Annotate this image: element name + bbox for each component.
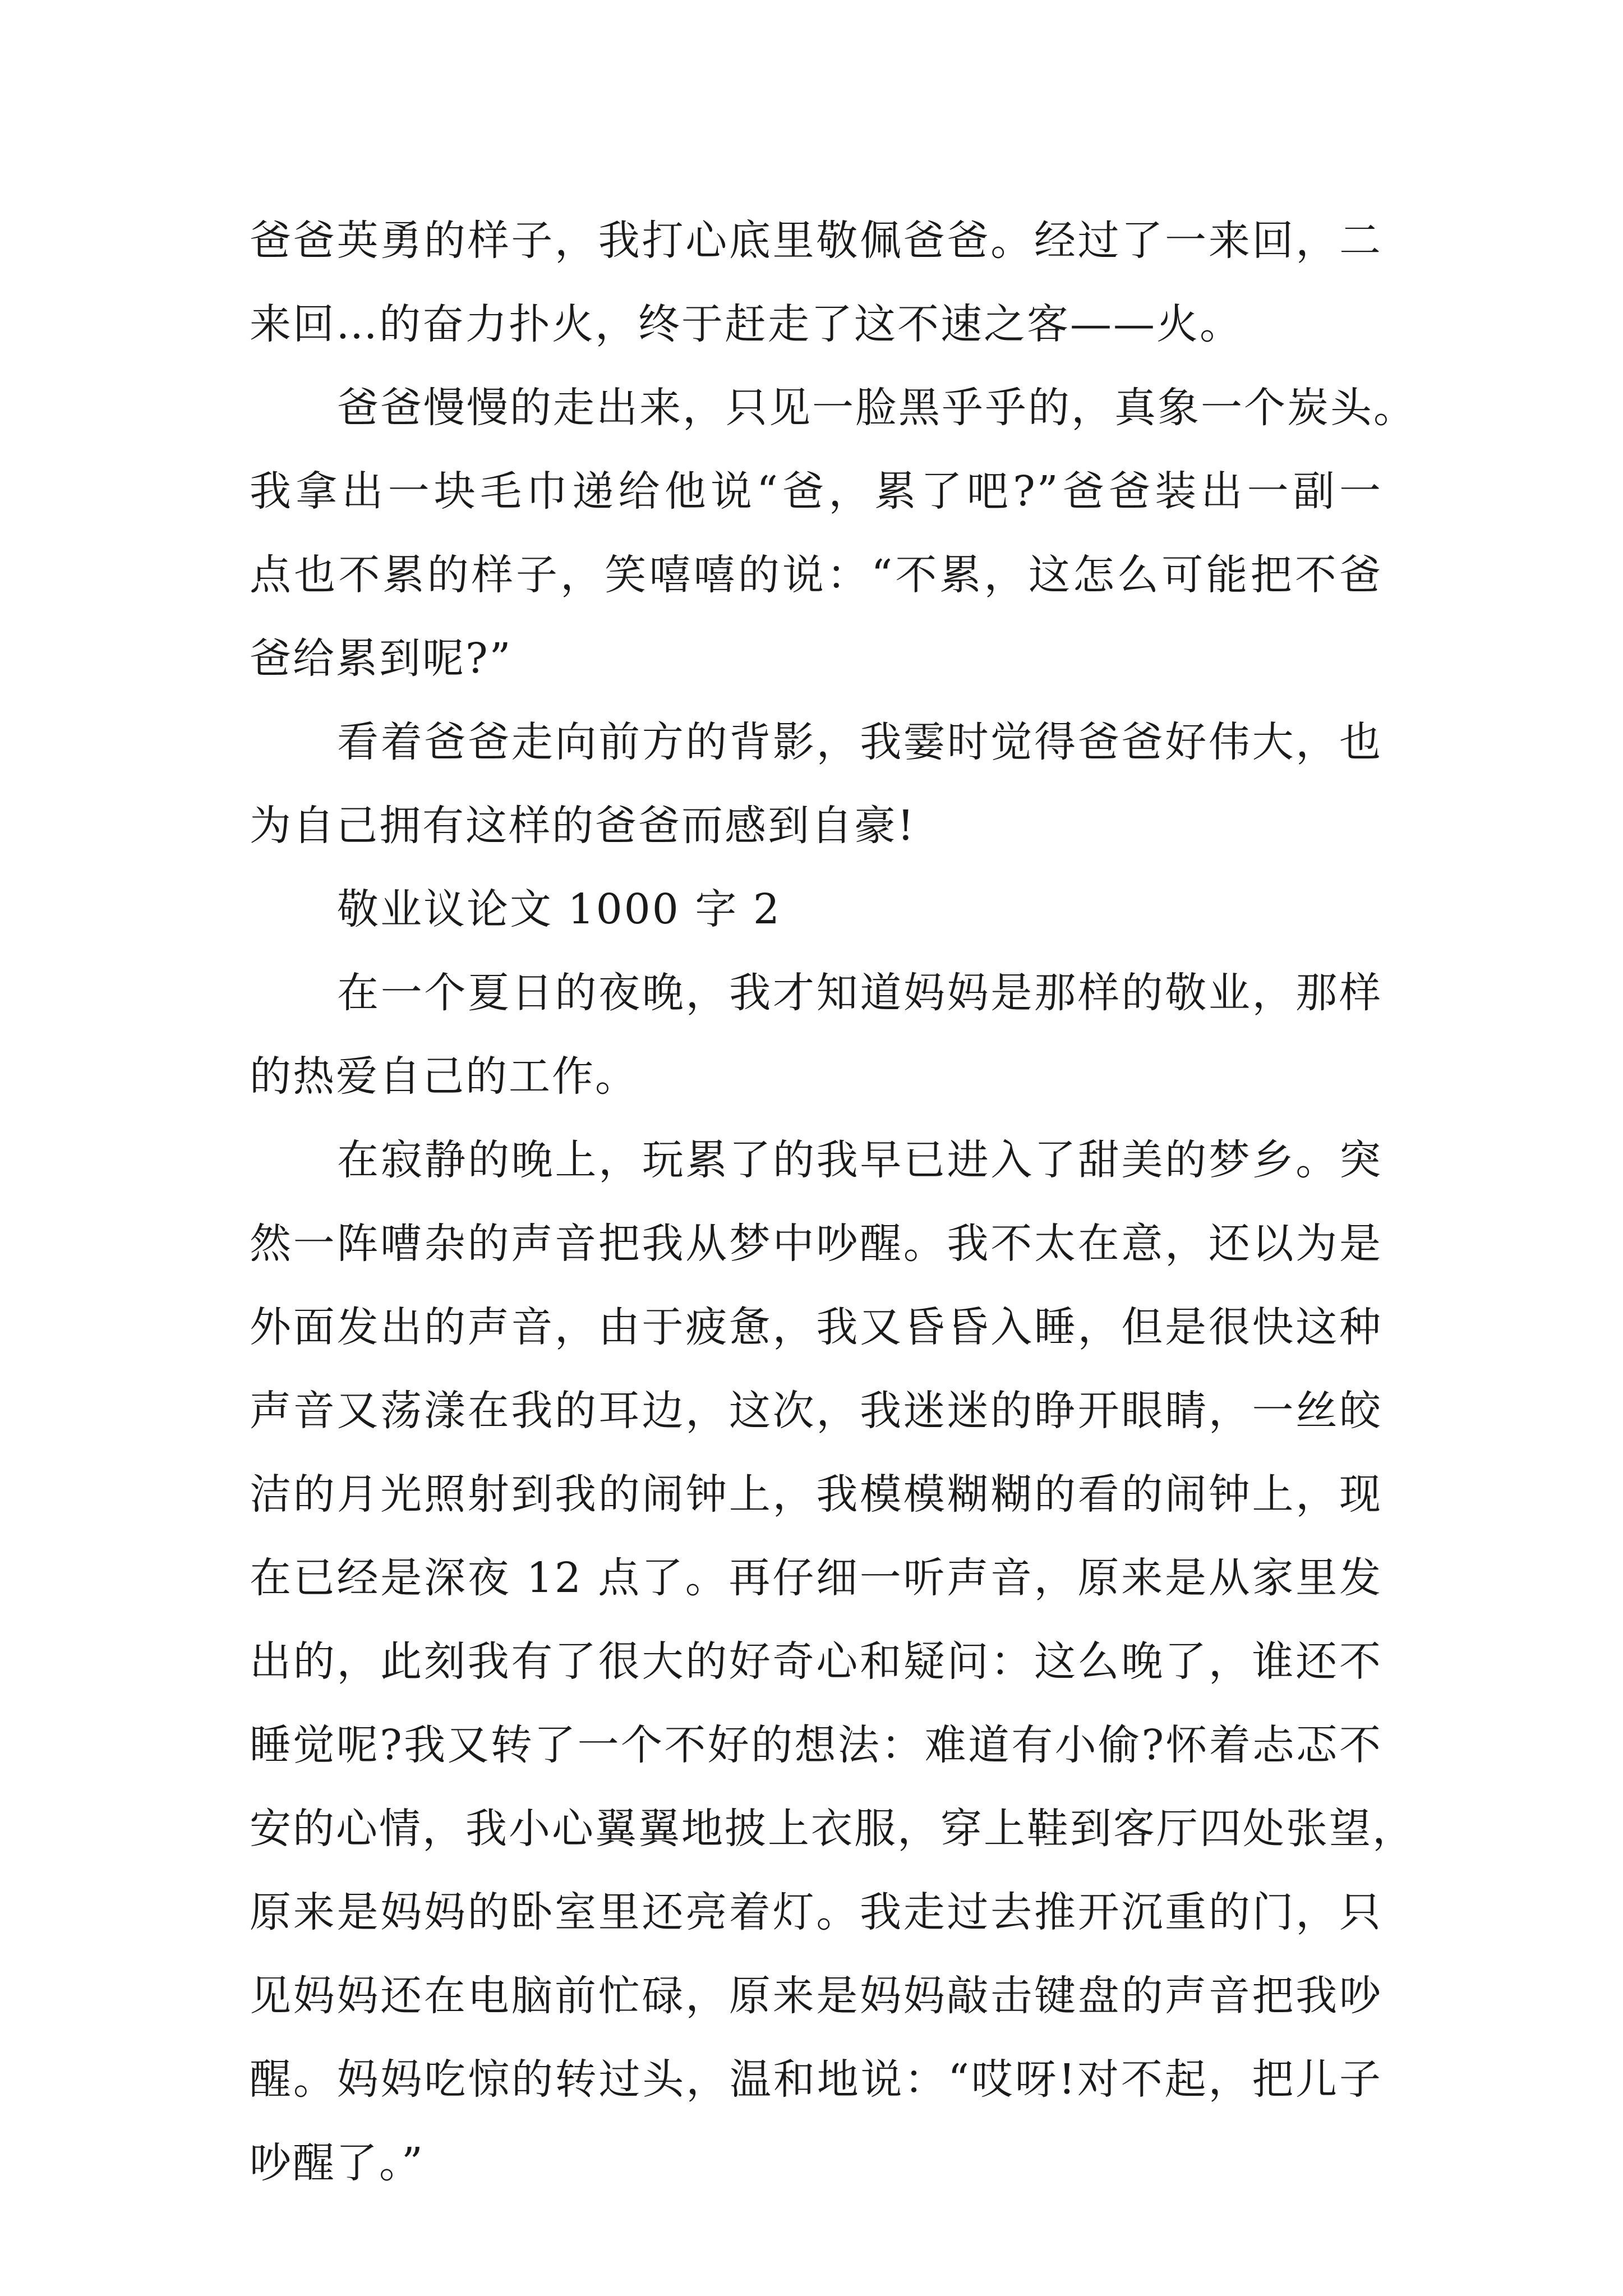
document-body [250, 199, 1417, 2205]
text-line: 爸给累到呢?” [250, 634, 513, 683]
text-line: 在寂静的晚上，玩累了的我早已进入了甜美的梦乡。突 [337, 1136, 1382, 1184]
text-line: 然一阵嘈杂的声音把我从梦中吵醒。我不太在意，还以为是 [250, 1220, 1382, 1268]
text-line: 来回…的奋力扑火，终于赶走了这不速之客——火。 [250, 300, 1243, 348]
text-line: 睡觉呢?我又转了一个不好的想法：难道有小偷?怀着忐忑不 [250, 1721, 1382, 1769]
text-line: 外面发出的声音，由于疲惫，我又昏昏入睡，但是很快这种 [250, 1303, 1382, 1351]
text-line: 在已经是深夜 12 点了。再仔细一听声音，原来是从家里发 [250, 1554, 1382, 1602]
text-line: 点也不累的样子，笑嘻嘻的说：“不累，这怎么可能把不爸 [250, 551, 1382, 599]
text-line: 的热爱自己的工作。 [250, 1052, 638, 1101]
text-line: 出的，此刻我有了很大的好奇心和疑问：这么晚了，谁还不 [250, 1637, 1382, 1686]
text-line: 爸爸慢慢的走出来，只见一脸黑乎乎的，真象一个炭头。 [337, 384, 1417, 432]
text-line: 吵醒了。” [250, 2139, 425, 2187]
text-line: 见妈妈还在电脑前忙碌，原来是妈妈敲击键盘的声音把我吵 [250, 1972, 1382, 2020]
text-line: 在一个夏日的夜晚，我才知道妈妈是那样的敬业，那样 [337, 969, 1382, 1017]
text-line: 醒。妈妈吃惊的转过头，温和地说：“哎呀!对不起，把儿子 [250, 2055, 1382, 2104]
section-heading: 敬业议论文 1000 字 2 [337, 885, 781, 933]
text-line: 声音又荡漾在我的耳边，这次，我迷迷的睁开眼睛，一丝皎 [250, 1387, 1382, 1435]
text-line: 爸爸英勇的样子，我打心底里敬佩爸爸。经过了一来回，二 [250, 217, 1382, 265]
text-line: 我拿出一块毛巾递给他说“爸，累了吧?”爸爸装出一副一 [250, 467, 1382, 516]
text-line: 安的心情，我小心翼翼地披上衣服，穿上鞋到客厅四处张望， [250, 1805, 1415, 1853]
text-line: 原来是妈妈的卧室里还亮着灯。我走过去推开沉重的门，只 [250, 1888, 1382, 1936]
text-line: 洁的月光照射到我的闹钟上，我模模糊糊的看的闹钟上，现 [250, 1470, 1382, 1519]
text-line: 为自己拥有这样的爸爸而感到自豪! [250, 802, 916, 850]
text-line: 看着爸爸走向前方的背影，我霎时觉得爸爸好伟大，也 [337, 718, 1382, 766]
